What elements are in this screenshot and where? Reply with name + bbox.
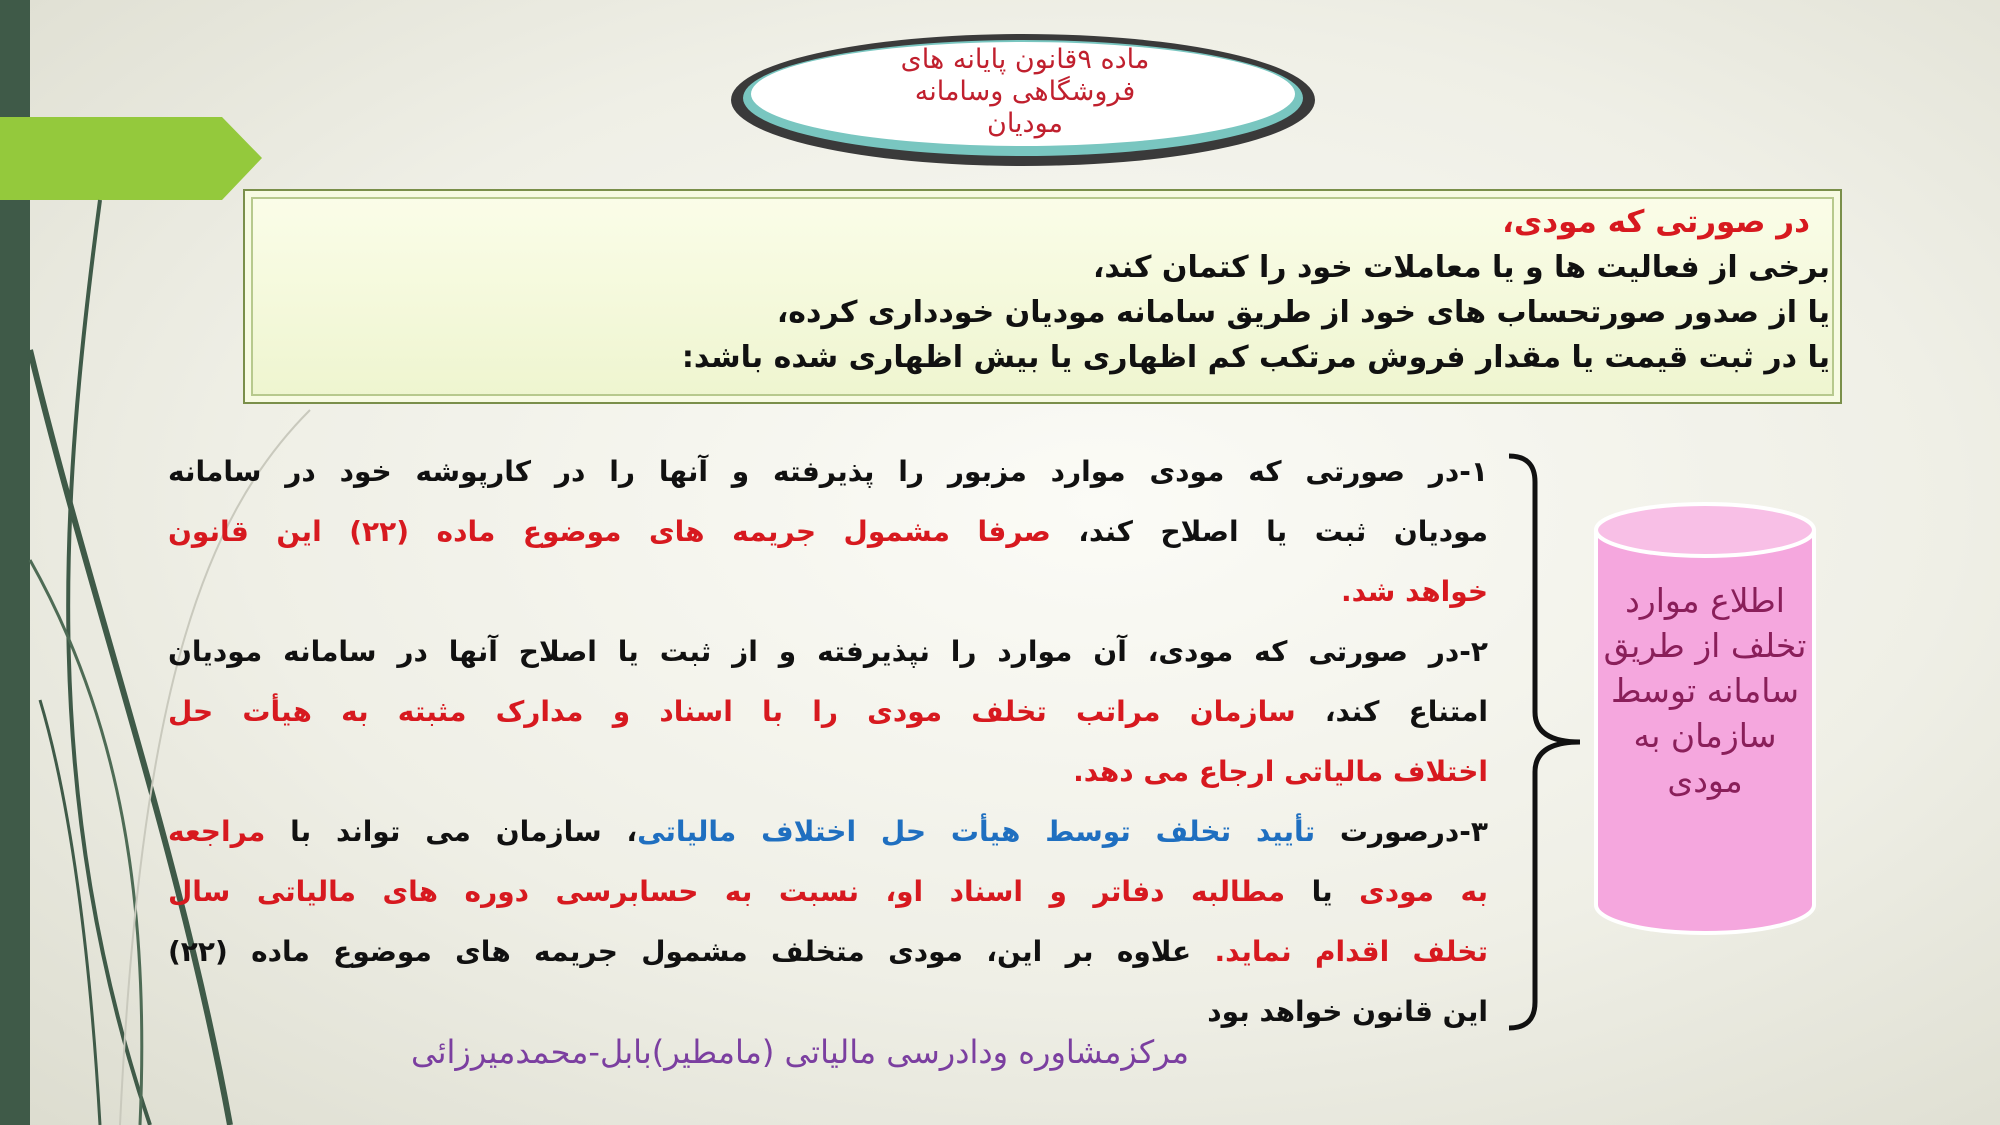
- title-line-3: مودیان: [986, 108, 1063, 139]
- item3-red-highlight-d: تخلف اقدام نماید.: [1214, 935, 1488, 968]
- item3-line3: [168, 922, 1488, 982]
- item3-line1: [168, 802, 1488, 862]
- item1-highlight: صرفا مشمول جریمه های موضوع ماده (۲۲) این قانون: [168, 515, 1051, 548]
- intro-heading: در صورتی که مودی،: [1502, 204, 1810, 240]
- item3-red-highlight-c: مطالبه دفاتر و اسناد او، نسبت به حسابرسی دوره های مالیاتی سال: [168, 875, 1286, 908]
- item3-red-highlight-b: به مودی: [1359, 875, 1488, 908]
- footer-credit: مرکزمشاوره ودادرسی مالیاتی (مامطیر)بابل-محمدمیرزائی: [410, 1033, 1190, 1071]
- item1-line2: [168, 502, 1488, 562]
- slide-title: [800, 44, 1250, 140]
- item2-highlight: سازمان مراتب تخلف مودی را با اسناد و مدارک مثبته به هیأت حل: [168, 695, 1296, 728]
- item2-text: امتناع کند،: [1295, 695, 1489, 728]
- right-brace: [1505, 452, 1585, 1032]
- intro-line-1: برخی از فعالیت ها و یا معاملات خود را کتمان کند،: [1093, 250, 1830, 285]
- item3-text-c: یا: [1285, 875, 1360, 908]
- item3-text-b: ، سازمان می تواند با: [265, 815, 638, 848]
- intro-text: [270, 200, 1830, 380]
- item2-line1: ۲-در صورتی که مودی، آن موارد را نپذیرفته و از ثبت یا اصلاح آنها در سامانه مودیان: [168, 635, 1488, 668]
- cylinder-text: اطلاع موارد تخلف از طریق سامانه توسط سازمان به مودی: [1603, 581, 1807, 800]
- item3-text-a: ۳-درصورت: [1315, 815, 1488, 848]
- item1-text: مودیان ثبت یا اصلاح کند،: [1050, 515, 1489, 548]
- item1-line1: ۱-در صورتی که مودی موارد مزبور را پذیرفته و آنها را در کارپوشه خود در سامانه: [168, 455, 1488, 488]
- item1-line3: خواهد شد.: [1340, 575, 1488, 608]
- intro-line-3: یا در ثبت قیمت یا مقدار فروش مرتکب کم اظهاری یا بیش اظهاری شده باشد:: [681, 340, 1830, 375]
- item3-blue-highlight: تأیید تخلف توسط هیأت حل اختلاف مالیاتی: [637, 815, 1316, 848]
- intro-line-2: یا از صدور صورتحساب های خود از طریق سامانه مودیان خودداری کرده،: [776, 295, 1830, 330]
- title-line-1: ماده ۹قانون پایانه های: [900, 44, 1150, 75]
- item3-text-d: علاوه بر این، مودی متخلف مشمول جریمه های موضوع ماده (۲۲): [168, 935, 1215, 968]
- item3-red-highlight-a: مراجعه: [168, 815, 266, 848]
- main-text: [168, 442, 1488, 1042]
- item2-line3: اختلاف مالیاتی ارجاع می دهد.: [1073, 755, 1488, 788]
- item2-line2: [168, 682, 1488, 742]
- item3-line4: این قانون خواهد بود: [1207, 995, 1488, 1028]
- item3-line2: [168, 862, 1488, 922]
- title-line-2: فروشگاهی وسامانه: [914, 76, 1136, 107]
